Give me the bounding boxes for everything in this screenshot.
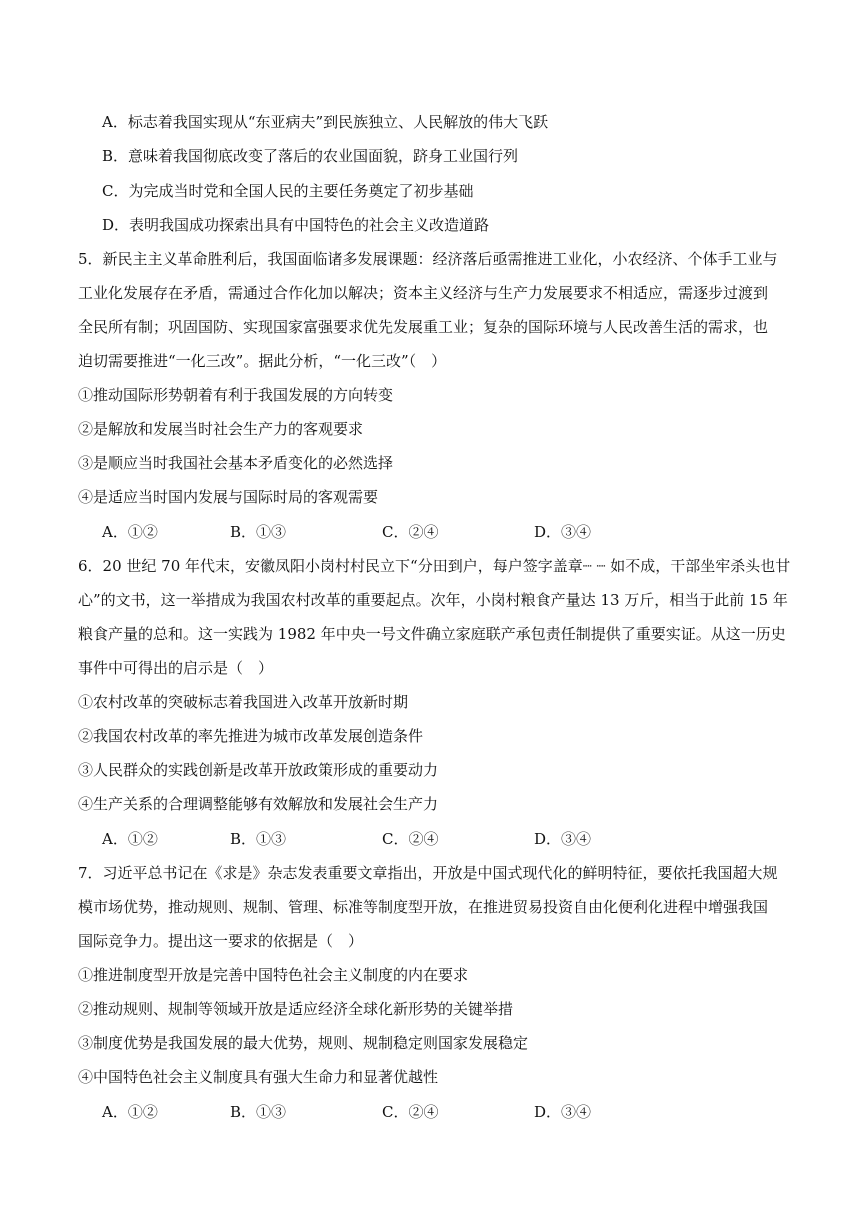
- q4-option-b: B．意味着我国彻底改变了落后的农业国面貌，跻身工业国行列: [102, 147, 519, 165]
- q6-stem-line: 6．20 世纪 70 年代末，安徽凤阳小岗村村民立下“分田到户，每户签字盖章┈ ┈ 如不成，干部坐牢杀头也甘: [78, 557, 791, 575]
- q7-choice-a: A．①②: [102, 1103, 158, 1121]
- q6-choice-a: A．①②: [102, 830, 158, 848]
- q5-choices: [102, 521, 622, 543]
- q5-item-4: ④是适应当时国内发展与国际时局的客观需要: [78, 488, 379, 506]
- q4-option-a: A．标志着我国实现从“东亚病夫”到民族独立、人民解放的伟大飞跃: [102, 113, 549, 131]
- q5-choice-b: B．①③: [230, 523, 287, 541]
- q7-stem-line: 模市场优势，推动规则、规制、管理、标准等制度型开放，在推进贸易投资自由化便利化进程中增强我国: [78, 898, 769, 916]
- q7-choice-c: C．②④: [382, 1103, 439, 1121]
- q6-item-2: ②我国农村改革的率先推进为城市改革发展创造条件: [78, 727, 424, 745]
- q7-item-1: ①推进制度型开放是完善中国特色社会主义制度的内在要求: [78, 966, 469, 984]
- q7-item-3: ③制度优势是我国发展的最大优势，规则、规制稳定则国家发展稳定: [78, 1034, 529, 1052]
- q6-choices: [102, 828, 622, 850]
- q5-stem-line: 迫切需要推进“一化三改”。据此分析，“一化三改”（ ）: [78, 352, 447, 370]
- q6-item-4: ④生产关系的合理调整能够有效解放和发展社会生产力: [78, 795, 439, 813]
- q5-stem-line: 5．新民主主义革命胜利后，我国面临诸多发展课题：经济落后亟需推进工业化，小农经济、个体手工业与: [78, 250, 778, 268]
- q5-choice-d: D．③④: [534, 523, 592, 541]
- q6-choice-b: B．①③: [230, 830, 287, 848]
- q7-stem-line: 国际竞争力。提出这一要求的依据是（ ）: [78, 932, 364, 950]
- q6-stem-line: 心”的文书，这一举措成为我国农村改革的重要起点。次年，小岗村粮食产量达 13 万斤，相当于此前 15 年: [78, 591, 788, 609]
- q6-item-3: ③人民群众的实践创新是改革开放政策形成的重要动力: [78, 761, 439, 779]
- q5-item-3: ③是顺应当时我国社会基本矛盾变化的必然选择: [78, 454, 394, 472]
- q6-choice-c: C．②④: [382, 830, 439, 848]
- q6-stem-line: 粮食产量的总和。这一实践为 1982 年中央一号文件确立家庭联产承包责任制提供了重要实证。从这一历史: [78, 625, 786, 643]
- q4-option-c: C．为完成当时党和全国人民的主要任务奠定了初步基础: [102, 182, 474, 200]
- q5-choice-c: C．②④: [382, 523, 439, 541]
- q5-item-1: ①推动国际形势朝着有利于我国发展的方向转变: [78, 386, 394, 404]
- q6-choice-d: D．③④: [534, 830, 592, 848]
- q7-choice-b: B．①③: [230, 1103, 287, 1121]
- q5-stem-line: 工业化发展存在矛盾，需通过合作化加以解决；资本主义经济与生产力发展要求不相适应，需逐步过渡到: [78, 284, 769, 302]
- q4-option-d: D．表明我国成功探索出具有中国特色的社会主义改造道路: [102, 216, 490, 234]
- q7-choices: [102, 1101, 622, 1123]
- q6-stem-line: 事件中可得出的启示是（ ）: [78, 659, 274, 677]
- q5-choice-a: A．①②: [102, 523, 158, 541]
- q7-choice-d: D．③④: [534, 1103, 592, 1121]
- q6-item-1: ①农村改革的突破标志着我国进入改革开放新时期: [78, 693, 409, 711]
- q7-stem-line: 7．习近平总书记在《求是》杂志发表重要文章指出，开放是中国式现代化的鲜明特征，要依托我国超大规: [78, 864, 778, 882]
- q7-item-2: ②推动规则、规制等领域开放是适应经济全球化新形势的关键举措: [78, 1000, 514, 1018]
- q5-item-2: ②是解放和发展当时社会生产力的客观要求: [78, 420, 364, 438]
- q5-stem-line: 全民所有制；巩固国防、实现国家富强要求优先发展重工业；复杂的国际环境与人民改善生活的需求，也: [78, 318, 769, 336]
- q7-item-4: ④中国特色社会主义制度具有强大生命力和显著优越性: [78, 1068, 439, 1086]
